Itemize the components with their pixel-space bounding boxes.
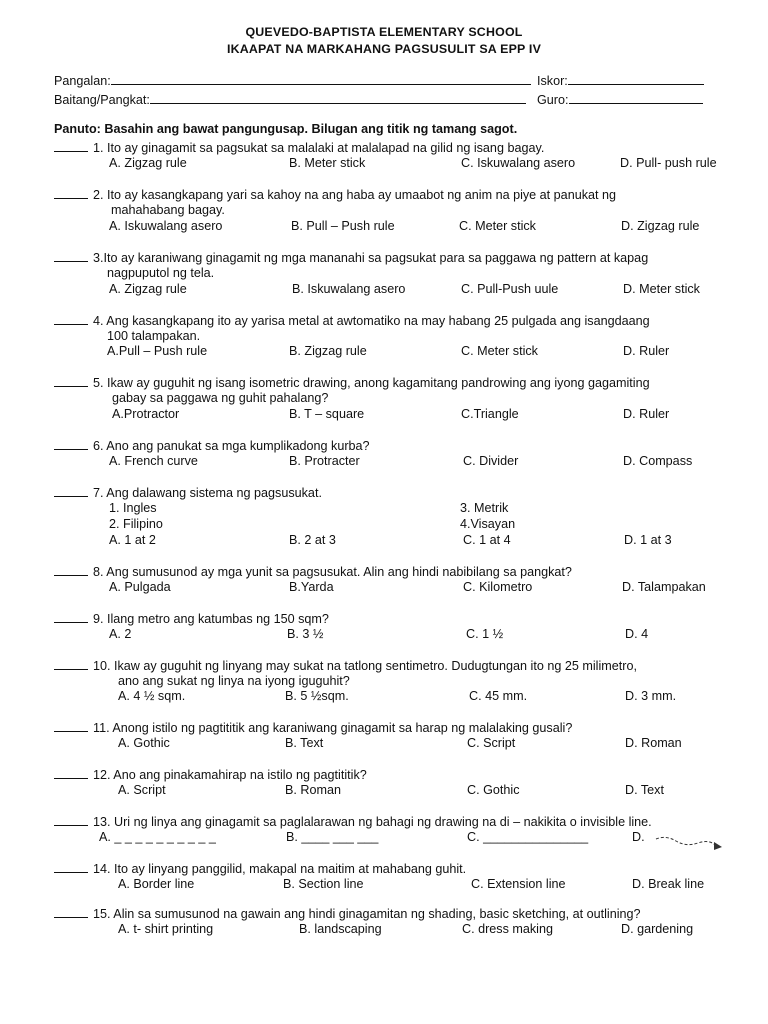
answer-blank[interactable]: [54, 767, 88, 779]
option-a[interactable]: A.Protractor: [112, 407, 180, 421]
answer-blank[interactable]: [54, 250, 88, 262]
answer-blank[interactable]: [54, 814, 88, 826]
option-c[interactable]: C. Pull-Push uule: [461, 282, 559, 296]
option-c[interactable]: C. Divider: [463, 454, 519, 468]
option-d[interactable]: D. Roman: [625, 736, 682, 750]
grade-blank[interactable]: [150, 92, 526, 104]
option-c[interactable]: C. Meter stick: [459, 219, 536, 233]
option-b[interactable]: B. Meter stick: [289, 156, 366, 170]
option-b[interactable]: B. 2 at 3: [289, 533, 336, 547]
option-b[interactable]: B. Iskuwalang asero: [292, 282, 406, 296]
option-d[interactable]: D. Meter stick: [623, 282, 700, 296]
answer-blank[interactable]: [54, 438, 88, 450]
option-b[interactable]: B. 5 ½sqm.: [285, 689, 349, 703]
question-10-continuation: ano ang sukat ng linya na iyong iguguhit?: [118, 674, 350, 688]
option-c[interactable]: C. Iskuwalang asero: [461, 156, 576, 170]
question-11: 11. Anong istilo ng pagtititik ang karaniwang ginagamit sa harap ng malalaking gusali?: [54, 720, 572, 735]
option-a[interactable]: A. Zigzag rule: [109, 156, 187, 170]
score-blank[interactable]: [568, 73, 704, 85]
option-d[interactable]: D. Compass: [623, 454, 693, 468]
option-a[interactable]: A. Iskuwalang asero: [109, 219, 223, 233]
answer-blank[interactable]: [54, 187, 88, 199]
option-c[interactable]: C. Meter stick: [461, 344, 538, 358]
option-a[interactable]: A.Pull – Push rule: [107, 344, 208, 358]
option-a[interactable]: A. 4 ½ sqm.: [118, 689, 186, 703]
option-b[interactable]: B. Pull – Push rule: [291, 219, 395, 233]
option-b[interactable]: B. Text: [285, 736, 324, 750]
option-c[interactable]: C. _______________: [467, 830, 589, 844]
option-a[interactable]: A. Zigzag rule: [109, 282, 187, 296]
teacher-field[interactable]: [537, 92, 703, 107]
score-field[interactable]: [537, 73, 704, 88]
answer-blank[interactable]: [54, 564, 88, 576]
answer-blank[interactable]: [54, 906, 88, 918]
question-9: 9. Ilang metro ang katumbas ng 150 sqm?: [54, 611, 329, 626]
option-b[interactable]: B. T – square: [289, 407, 365, 421]
option-d[interactable]: D. 3 mm.: [625, 689, 677, 703]
option-d[interactable]: D. 4: [625, 627, 649, 641]
option-d[interactable]: D. Pull- push rule: [620, 156, 717, 170]
option-d[interactable]: D. Ruler: [623, 344, 670, 358]
option-a[interactable]: A. _ _ _ _ _ _ _ _ _ _: [99, 830, 216, 844]
option-c[interactable]: C. 45 mm.: [469, 689, 528, 703]
option-a[interactable]: A. t- shirt printing: [118, 922, 214, 936]
name-field[interactable]: [54, 73, 531, 88]
option-d[interactable]: D. Break line: [632, 877, 705, 891]
option-a[interactable]: A. 2: [109, 627, 132, 641]
option-b[interactable]: B. 3 ½: [287, 627, 324, 641]
question-4-continuation: 100 talampakan.: [107, 329, 201, 343]
option-d[interactable]: D. Text: [625, 783, 664, 797]
answer-blank[interactable]: [54, 611, 88, 623]
option-b[interactable]: B. Protracter: [289, 454, 360, 468]
option-c[interactable]: C. Script: [467, 736, 516, 750]
option-a[interactable]: A. Script: [118, 783, 166, 797]
sub-item: 2. Filipino: [109, 517, 163, 531]
question-3-continuation: nagpuputol ng tela.: [107, 266, 215, 280]
instructions: Panuto: Basahin ang bawat pangungusap. Bilugan ang titik ng tamang sagot.: [54, 122, 518, 136]
option-b[interactable]: B. ____ ___ ___: [286, 830, 379, 844]
option-d[interactable]: D. Ruler: [623, 407, 670, 421]
option-d[interactable]: D. Talampakan: [622, 580, 706, 594]
question-7: 7. Ang dalawang sistema ng pagsusukat.: [54, 485, 322, 500]
name-label: Pangalan:: [54, 74, 111, 88]
question-6: 6. Ano ang panukat sa mga kumplikadong kurba?: [54, 438, 370, 453]
question-5: 5. Ikaw ay guguhit ng isang isometric drawing, anong kagamitang pandrowing ang iyong gagamiting: [54, 375, 650, 390]
option-b[interactable]: B.Yarda: [289, 580, 334, 594]
option-b[interactable]: B. Zigzag rule: [289, 344, 367, 358]
question-10: 10. Ikaw ay guguhit ng linyang may sukat na tatlong sentimetro. Dudugtungan ito ng 25 milimetro,: [54, 658, 637, 673]
option-c[interactable]: C. Gothic: [467, 783, 520, 797]
answer-blank[interactable]: [54, 140, 88, 152]
teacher-label: Guro:: [537, 93, 569, 107]
answer-blank[interactable]: [54, 720, 88, 732]
option-a[interactable]: A. Gothic: [118, 736, 170, 750]
question-2-continuation: mahahabang bagay.: [111, 203, 225, 217]
option-d[interactable]: D. gardening: [621, 922, 694, 936]
option-c[interactable]: C.Triangle: [461, 407, 519, 421]
option-c[interactable]: C. 1 at 4: [463, 533, 511, 547]
option-d[interactable]: D. Zigzag rule: [621, 219, 700, 233]
teacher-blank[interactable]: [569, 92, 703, 104]
option-c[interactable]: C. Extension line: [471, 877, 566, 891]
question-13: 13. Uri ng linya ang ginagamit sa paglalarawan ng bahagi ng drawing na di – nakikita o invisible line.: [54, 814, 652, 829]
question-4: 4. Ang kasangkapang ito ay yarisa metal at awtomatiko na may habang 25 pulgada ang isangdaang: [54, 313, 650, 328]
question-12: 12. Ano ang pinakamahirap na istilo ng pagtititik?: [54, 767, 367, 782]
score-label: Iskor:: [537, 74, 568, 88]
answer-blank[interactable]: [54, 861, 88, 873]
option-a[interactable]: A. 1 at 2: [109, 533, 156, 547]
sub-item: 1. Ingles: [109, 501, 157, 515]
question-15: 15. Alin sa sumusunod na gawain ang hindi ginagamitan ng shading, basic sketching, at outlining?: [54, 906, 641, 921]
answer-blank[interactable]: [54, 375, 88, 387]
answer-blank[interactable]: [54, 485, 88, 497]
exam-title: IKAAPAT NA MARKAHANG PAGSUSULIT SA EPP IV: [226, 42, 542, 56]
option-c[interactable]: C. 1 ½: [466, 627, 504, 641]
question-2: 2. Ito ay kasangkapang yari sa kahoy na ang haba ay umaabot ng anim na piye at panukat ng: [54, 187, 616, 202]
question-3: 3.Ito ay karaniwang ginagamit ng mga mananahi sa pagsukat para sa paggawa ng pattern at kapag: [54, 250, 648, 265]
answer-blank[interactable]: [54, 313, 88, 325]
option-a[interactable]: A. French curve: [109, 454, 198, 468]
option-b[interactable]: B. landscaping: [299, 922, 382, 936]
question-1: 1. Ito ay ginagamit sa pagsukat sa malalaki at malalapad na gilid ng isang bagay.: [54, 140, 544, 155]
option-c[interactable]: C. dress making: [462, 922, 553, 936]
grade-field[interactable]: [54, 92, 526, 107]
option-b[interactable]: B. Section line: [283, 877, 364, 891]
break-line-arrow-icon: [654, 833, 724, 853]
option-a[interactable]: A. Pulgada: [109, 580, 171, 594]
option-a[interactable]: A. Border line: [118, 877, 195, 891]
school-name: QUEVEDO-BAPTISTA ELEMENTARY SCHOOL: [245, 25, 523, 39]
answer-blank[interactable]: [54, 658, 88, 670]
question-14: 14. Ito ay linyang panggilid, makapal na maitim at mahabang guhit.: [54, 861, 466, 876]
grade-label: Baitang/Pangkat:: [54, 93, 150, 107]
question-5-continuation: gabay sa paggawa ng guhit pahalang?: [112, 391, 329, 405]
option-d[interactable]: D. 1 at 3: [624, 533, 672, 547]
option-c[interactable]: C. Kilometro: [463, 580, 533, 594]
sub-item: 4.Visayan: [460, 517, 516, 531]
option-b[interactable]: B. Roman: [285, 783, 341, 797]
question-8: 8. Ang sumusunod ay mga yunit sa pagsusukat. Alin ang hindi nabibilang sa pangkat?: [54, 564, 572, 579]
name-blank[interactable]: [111, 73, 531, 85]
option-d[interactable]: D.: [632, 830, 645, 844]
sub-item: 3. Metrik: [460, 501, 509, 515]
